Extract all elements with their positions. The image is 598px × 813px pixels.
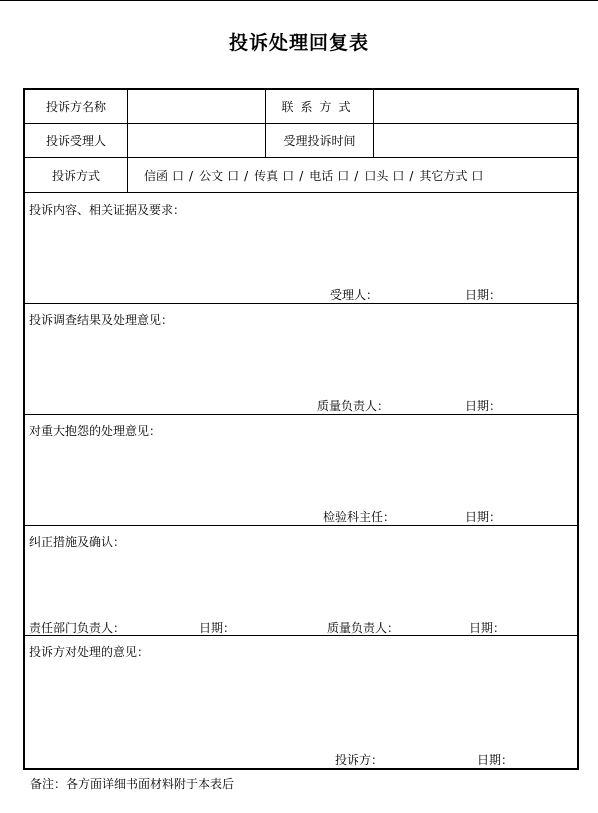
feedback-signer-label: 投诉方： bbox=[335, 753, 384, 767]
contact-field[interactable] bbox=[374, 90, 577, 123]
method-option-document[interactable]: 公文 口 / bbox=[199, 168, 249, 183]
major-signer-label: 检验科主任： bbox=[323, 510, 396, 524]
checkbox-icon[interactable]: 口 bbox=[337, 168, 350, 183]
investigation-section-label: 投诉调查结果及处理意见： bbox=[29, 313, 174, 327]
major-date-label: 日期： bbox=[465, 510, 502, 524]
checkbox-icon[interactable]: 口 bbox=[227, 168, 240, 183]
dept-signer-label: 责任部门负责人： bbox=[29, 621, 126, 635]
content-section-label: 投诉内容、相关证据及要求： bbox=[29, 203, 186, 217]
receive-time-label: 受理投诉时间 bbox=[283, 134, 356, 148]
checkbox-icon[interactable]: 口 bbox=[392, 168, 405, 183]
method-option-other[interactable]: 其它方式 口 bbox=[419, 168, 484, 183]
feedback-date-label: 日期： bbox=[477, 753, 514, 767]
row-divider bbox=[25, 414, 577, 415]
checkbox-icon[interactable]: 口 bbox=[471, 168, 484, 183]
receiver-label: 投诉受理人 bbox=[45, 134, 106, 148]
investigation-signer-label: 质量负责人： bbox=[317, 399, 390, 413]
page-title: 投诉处理回复表 bbox=[228, 32, 369, 54]
receiver-field[interactable] bbox=[128, 124, 265, 157]
complaint-method-options bbox=[128, 158, 577, 192]
method-option-letter[interactable]: 信函 口 / bbox=[144, 168, 194, 183]
quality-date-label: 日期： bbox=[469, 621, 506, 635]
method-option-phone[interactable]: 电话 口 / bbox=[309, 168, 359, 183]
footer-note: 备注：各方面详细书面材料附于本表后 bbox=[30, 777, 235, 791]
quality-signer-label: 质量负责人： bbox=[327, 621, 400, 635]
top-rule bbox=[0, 0, 598, 1]
dept-date-label: 日期： bbox=[199, 621, 236, 635]
complaint-form-table bbox=[23, 88, 579, 770]
content-date-label: 日期： bbox=[465, 288, 502, 302]
complainant-name-label: 投诉方名称 bbox=[45, 100, 106, 114]
checkbox-icon[interactable]: 口 bbox=[282, 168, 295, 183]
major-section-label: 对重大抱怨的处理意见： bbox=[29, 424, 162, 438]
complainant-name-field[interactable] bbox=[128, 90, 265, 123]
row-divider bbox=[25, 303, 577, 304]
investigation-date-label: 日期： bbox=[465, 399, 502, 413]
feedback-section-label: 投诉方对处理的意见： bbox=[29, 645, 150, 659]
corrective-section-label: 纠正措施及确认： bbox=[29, 535, 126, 549]
receive-time-field[interactable] bbox=[374, 124, 577, 157]
content-signer-label: 受理人： bbox=[330, 288, 379, 302]
method-option-fax[interactable]: 传真 口 / bbox=[254, 168, 304, 183]
contact-label: 联系方式 bbox=[281, 100, 358, 114]
row-divider bbox=[25, 192, 577, 193]
row-divider bbox=[25, 525, 577, 526]
method-label: 投诉方式 bbox=[51, 168, 100, 183]
method-option-oral[interactable]: 口头 口 / bbox=[364, 168, 414, 183]
checkbox-icon[interactable]: 口 bbox=[172, 168, 185, 183]
